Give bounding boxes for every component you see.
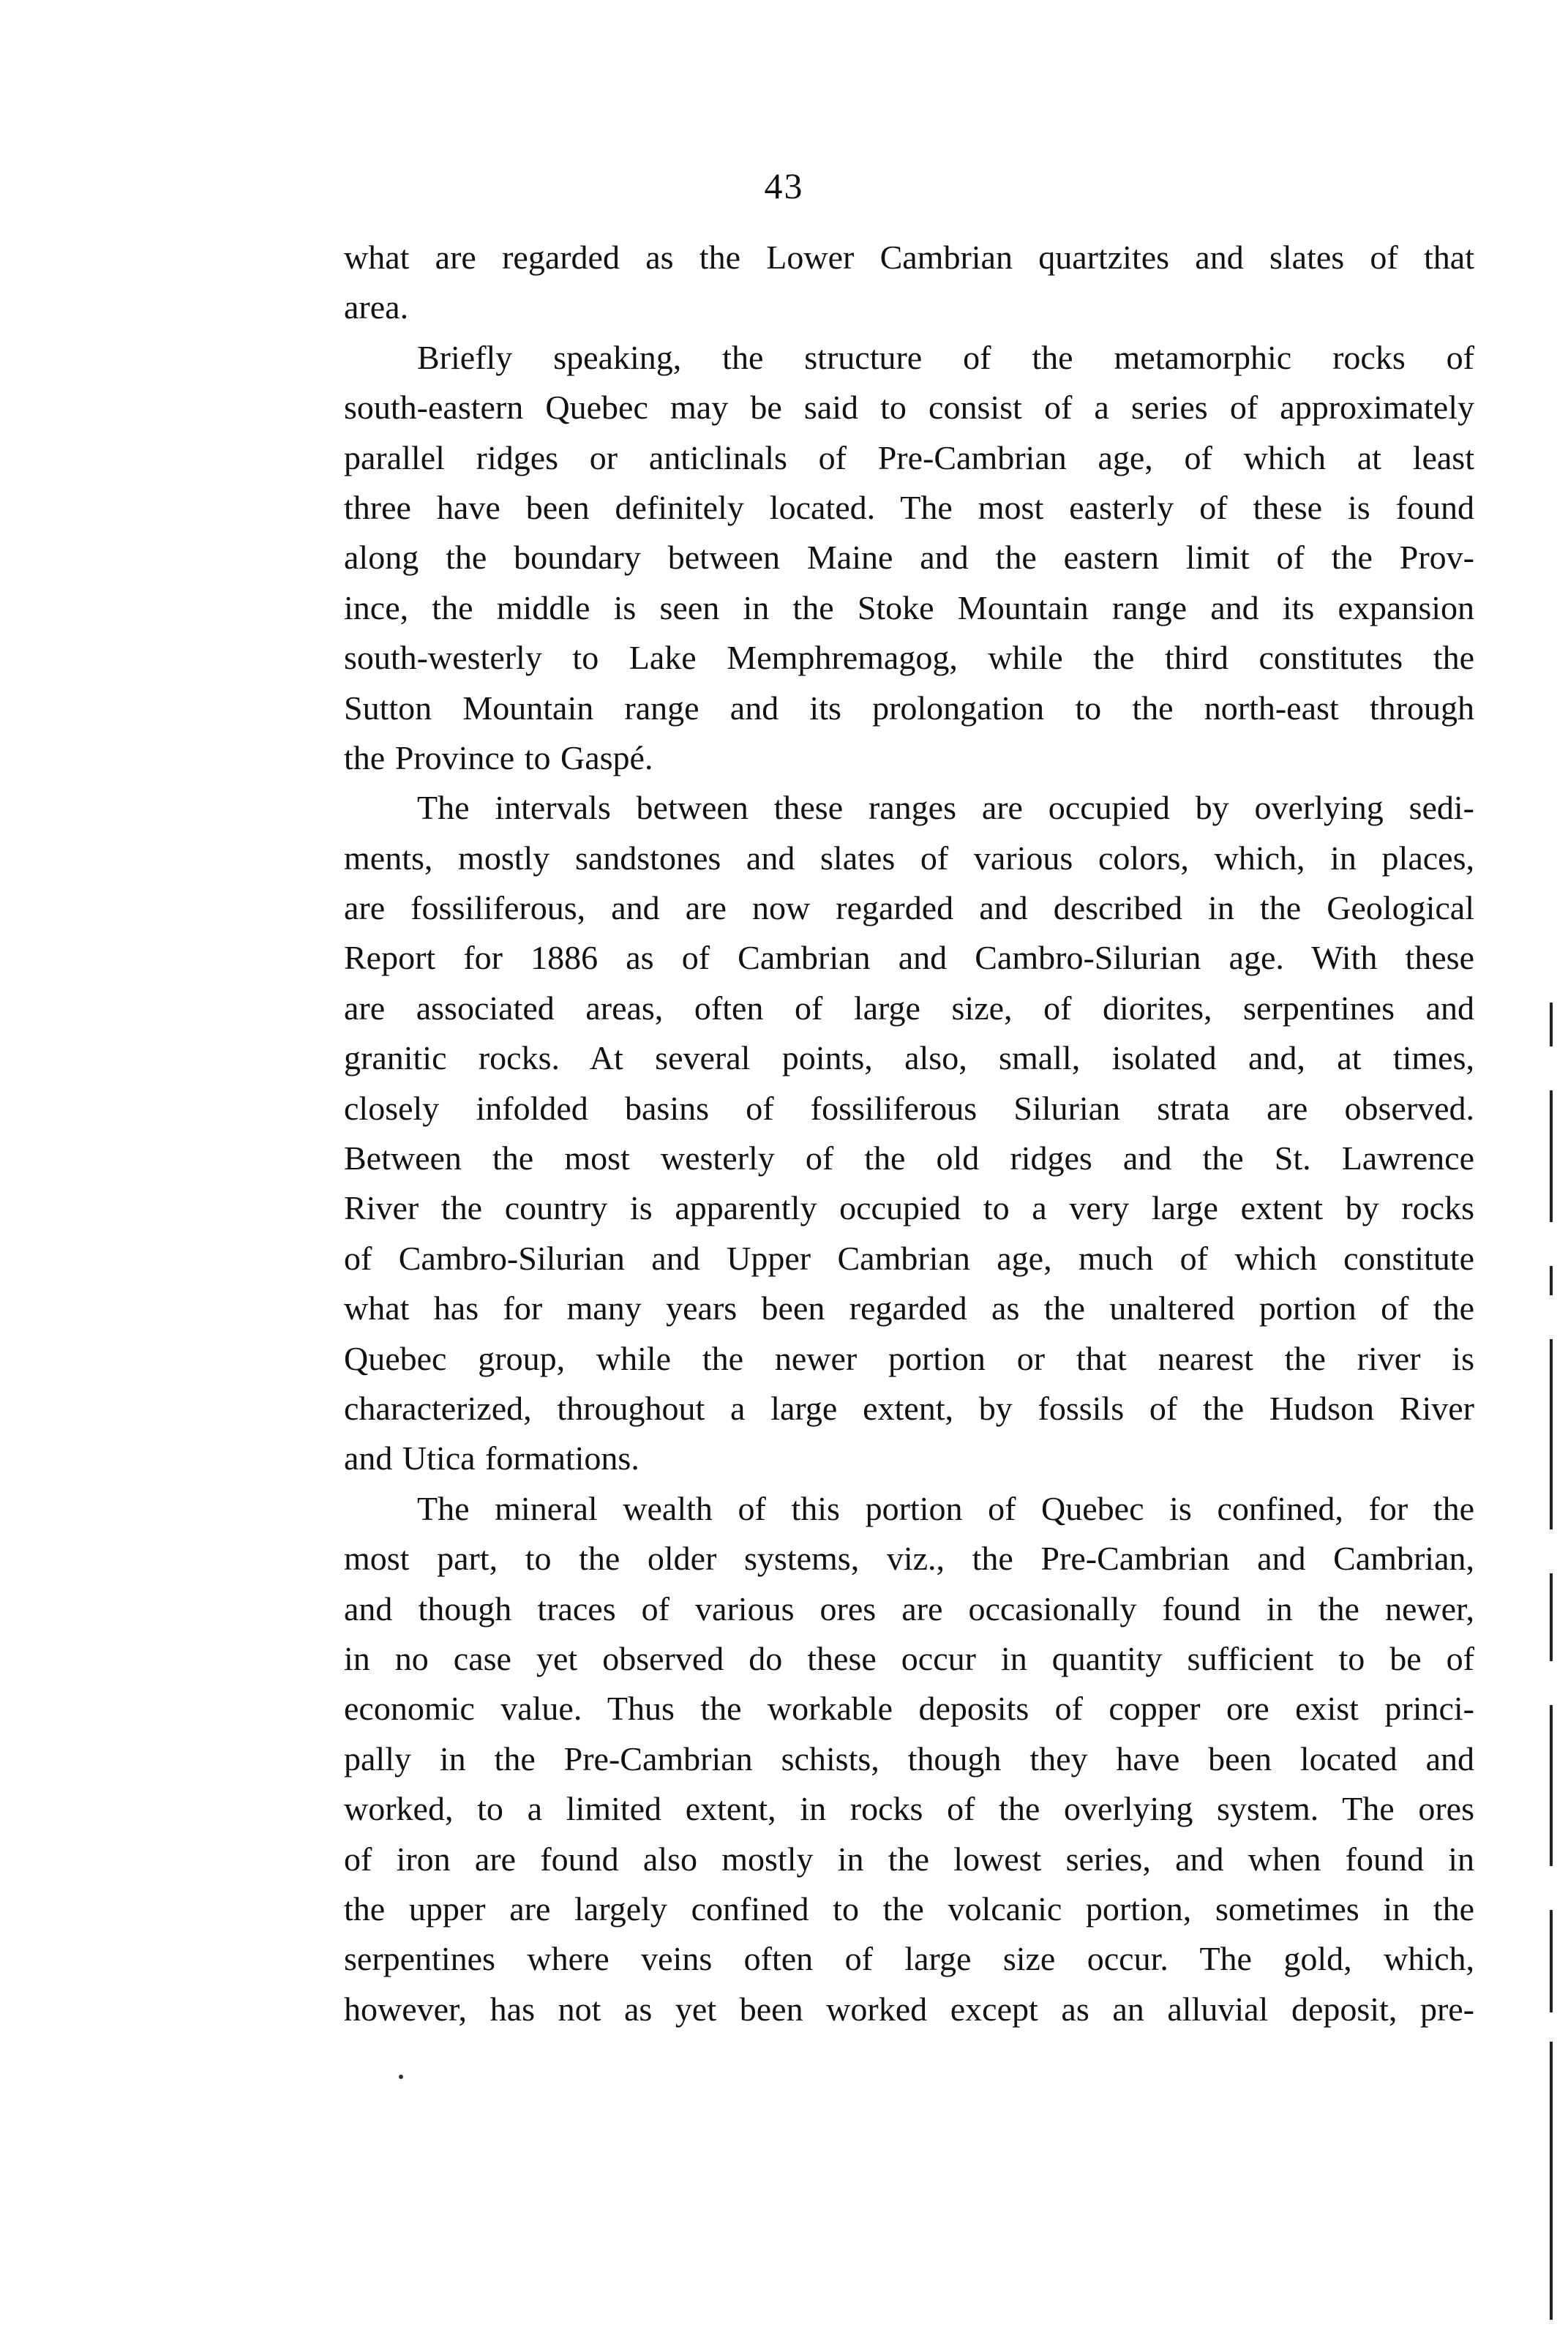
text-line: most part, to the older systems, viz., the Pre-Cambrian and Cambrian, (344, 1540, 1474, 1578)
text-line: pally in the Pre-Cambrian schists, though they have been located and (344, 1739, 1474, 1778)
text-line: and Utica formations. (344, 1439, 639, 1477)
text-line: Between the most westerly of the old ridges and the St. Lawrence (344, 1139, 1474, 1177)
text-line: The mineral wealth of this portion of Quebec is confined, for the (417, 1489, 1474, 1527)
text-line: along the boundary between Maine and the eastern limit of the Prov- (344, 539, 1474, 577)
text-line: however, has not as yet been worked except as an alluvial deposit, pre- (344, 1990, 1474, 2028)
text-line: ince, the middle is seen in the Stoke Mountain range and its expansion (344, 588, 1474, 626)
edge-mark (1550, 1910, 1553, 2012)
text-line: serpentines where veins often of large size occur. The gold, which, (344, 1940, 1474, 1978)
paragraph (344, 1484, 1474, 2034)
text-line: area. (344, 288, 409, 326)
text-line: are associated areas, often of large size, of diorites, serpentines and (344, 989, 1474, 1027)
text-line: three have been definitely located. The most easterly of these is found (344, 488, 1474, 526)
text-line: south-eastern Quebec may be said to consist of a series of approximately (344, 389, 1474, 427)
text-line: The intervals between these ranges are occupied by overlying sedi- (417, 789, 1474, 827)
text-line: characterized, throughout a large extent, by fossils of the Hudson River (344, 1389, 1474, 1427)
ink-speck (399, 2075, 403, 2079)
text-line: economic value. Thus the workable deposits of copper ore exist princi- (344, 1690, 1474, 1728)
text-line: Briefly speaking, the structure of the metamorphic rocks of (417, 338, 1474, 376)
text-line: ments, mostly sandstones and slates of various colors, which, in places, (344, 839, 1474, 877)
text-line: are fossiliferous, and are now regarded and described in the Geological (344, 889, 1474, 927)
text-line: what has for many years been regarded as the unaltered portion of the (344, 1289, 1474, 1327)
body-text (344, 233, 1474, 2034)
edge-mark (1550, 1705, 1553, 1866)
text-line: parallel ridges or anticlinals of Pre-Cambrian age, of which at least (344, 438, 1474, 476)
text-line: in no case yet observed do these occur in quantity sufficient to be of (344, 1639, 1474, 1677)
edge-mark (1550, 1266, 1553, 1295)
paragraph (344, 233, 1474, 333)
text-line: of iron are found also mostly in the lowest series, and when found in (344, 1840, 1474, 1878)
text-line: what are regarded as the Lower Cambrian quartzites and slates of that (344, 239, 1474, 276)
text-line: granitic rocks. At several points, also, small, isolated and, at times, (344, 1039, 1474, 1077)
text-line: closely infolded basins of fossiliferous Silurian strata are observed. (344, 1089, 1474, 1127)
paragraph (344, 333, 1474, 784)
edge-mark (1550, 2042, 1553, 2320)
text-line: the Province to Gaspé. (344, 738, 653, 776)
page-number: 43 (764, 165, 804, 206)
edge-mark (1550, 1090, 1553, 1222)
edge-mark (1550, 1339, 1553, 1529)
text-line: and though traces of various ores are occasionally found in the newer, (344, 1589, 1474, 1627)
page-edge-marks (1550, 1003, 1556, 2320)
text-line: River the country is apparently occupied to a very large extent by rocks (344, 1189, 1474, 1227)
text-line: Sutton Mountain range and its prolongation to the north-east through (344, 689, 1474, 727)
text-line: south-westerly to Lake Memphremagog, while the third constitutes the (344, 639, 1474, 677)
edge-mark (1550, 1003, 1553, 1046)
text-line: worked, to a limited extent, in rocks of the overlying system. The ores (344, 1790, 1474, 1828)
text-line: the upper are largely confined to the volcanic portion, sometimes in the (344, 1889, 1474, 1928)
text-line: of Cambro-Silurian and Upper Cambrian age, much of which constitute (344, 1239, 1474, 1277)
edge-mark (1550, 1573, 1553, 1661)
text-line: Report for 1886 as of Cambrian and Cambro-Silurian age. With these (344, 939, 1474, 977)
text-line: Quebec group, while the newer portion or that nearest the river is (344, 1339, 1474, 1377)
paragraph (344, 783, 1474, 1483)
